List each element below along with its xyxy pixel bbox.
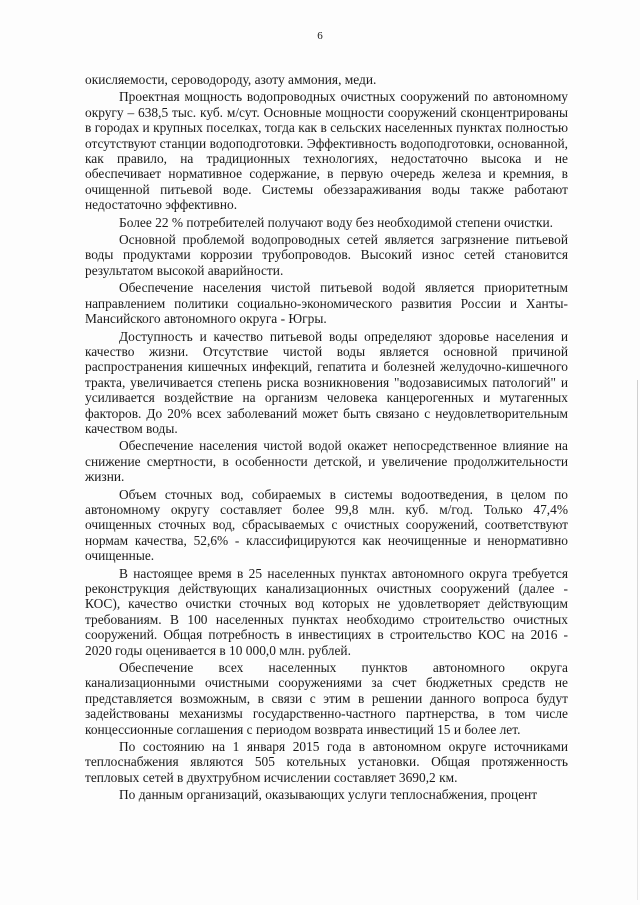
paragraph-mortality: Обеспечение населения чистой водой окажет непосредственное влияние на снижение смертности, в особенности детской, и увеличение продолжительности жизни.	[85, 438, 568, 485]
paragraph-heat-providers: По данным организаций, оказывающих услуги теплоснабжения, процент	[119, 787, 538, 803]
paragraph-policy-priority: Обеспечение населения чистой питьевой водой является приоритетным направлением политики социально-экономического развития России и Ханты-Мансийского автономного округа - Югры.	[85, 280, 568, 327]
paragraph-health-impact: Доступность и качество питьевой воды определяют здоровье населения и качество жизни. Отсутствие чистой воды является основной причиной распространения кишечных инфекций, гепатита и болезней желудочно-кишечного тракта, увеличивается степень риска возникновения "водозависимых патологий" и усиливается воздействие на организм человека канцерогенных и мутагенных факторов. До 20% всех заболеваний может быть связано с неудовлетворительным качеством воды.	[85, 328, 568, 436]
paragraph-public-private-partnership: Обеспечение всех населенных пунктов автономного округа канализационными очистными сооружениями за счет бюджетных средств не представляется возможным, в связи с этим в решении данного вопроса будут задействованы механизмы государственно-частного партнерства, в том числе концессионные соглашения с периодом возврата инвестиций 15 и более лет.	[85, 660, 568, 737]
paragraph-network-corrosion: Основной проблемой водопроводных сетей является загрязнение питьевой воды продуктами коррозии трубопроводов. Высокий износ сетей становится результатом высокой аварийности.	[85, 232, 568, 278]
paragraph-water-treatment-capacity: Проектная мощность водопроводных очистных сооружений по автономному округу – 638,5 тыс. куб. м/сут. Основные мощности сооружений сконцентрированы в городах и крупных поселках, тогда как в сельских населенных пунктах полностью отсутствуют станции водоподготовки. Эффективность водоподготовки, основанной, как правило, на традиционных технологиях, недостаточно высока и не обеспечивает нормативное содержание, в первую очередь железа и кремния, в очищенной питьевой воде. Системы обеззараживания воды также работают недостаточно эффективно.	[85, 89, 568, 213]
body-text	[85, 72, 568, 803]
paragraph-wastewater-volume: Объем сточных вод, собираемых в системы водоотведения, в целом по автономному округу составляет более 99,8 млн. куб. м/год. Только 47,4% очищенных сточных вод, сбрасываемых с очистных сооружений, соответствуют нормам качества, 52,6% - классифицируются как неочищенные и ненормативно очищенные.	[85, 486, 568, 564]
scan-edge-shadow	[637, 380, 638, 900]
page-number: 6	[317, 30, 323, 42]
paragraph-continuation: окисляемости, сероводороду, азоту аммония, меди.	[85, 72, 377, 87]
paragraph-consumers-untreated: Более 22 % потребителей получают воду без необходимой степени очистки.	[119, 214, 554, 230]
paragraph-heat-supply: По состоянию на 1 января 2015 года в автономном округе источниками теплоснабжения являются 505 котельных установки. Общая протяженность тепловых сетей в двухтрубном исчислении составляет 3690,2 км.	[85, 739, 568, 785]
paragraph-kos-reconstruction: В настоящее время в 25 населенных пунктах автономного округа требуется реконструкция действующих канализационных очистных сооружений (далее - КОС), качество очистки сточных вод которых не удовлетворяет действующим требованиям. В 100 населенных пунктах необходимо строительство очистных сооружений. Общая потребность в инвестициях в строительство КОС на 2016 - 2020 годы оценивается в 10 000,0 млн. рублей.	[85, 565, 568, 658]
